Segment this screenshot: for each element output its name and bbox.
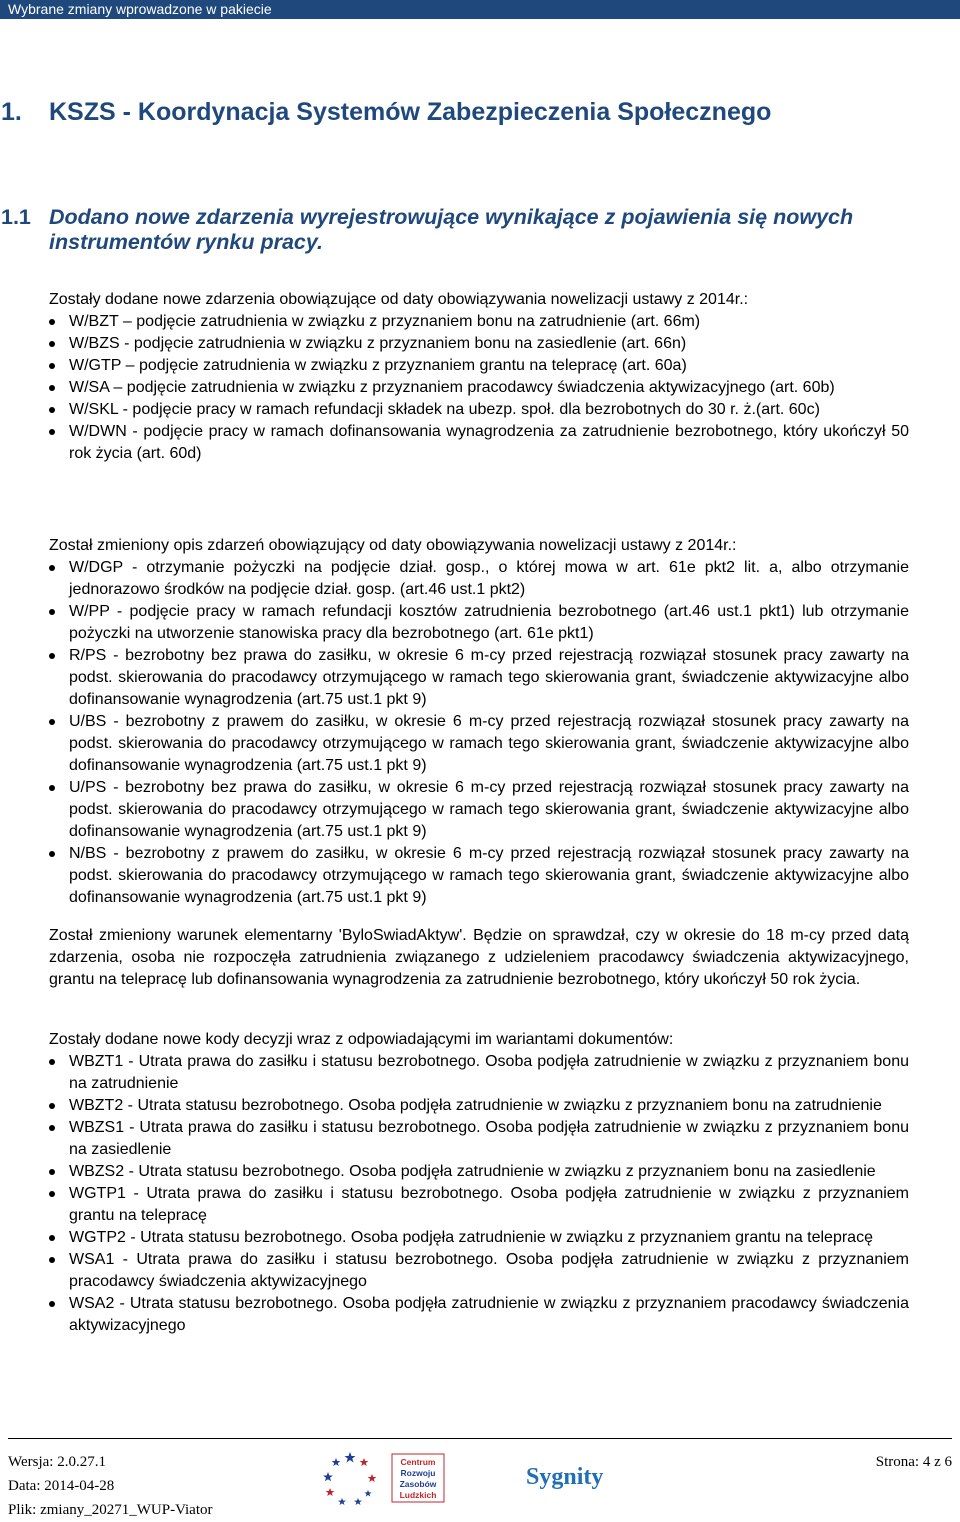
heading-2-text: Dodano nowe zdarzenia wyrejestrowujące wynikające z pojawienia się nowych instrumentów rynku pracy.	[49, 205, 854, 254]
section-condition-change	[49, 925, 909, 991]
list-item: WSA1 - Utrata prawa do zasiłku i statusu bezrobotnego. Osoba podjęła zatrudnienie w związku z przyznaniem pracodawcy świadczenia aktywizacyjnego	[49, 1249, 909, 1293]
logo-text-block	[392, 1454, 444, 1502]
section-intro: Zostały dodane nowe zdarzenia obowiązujące od daty obowiązywania nowelizacji ustawy z 2014r.:	[49, 291, 749, 308]
star-circle-icon	[323, 1452, 376, 1505]
list-item: W/DGP - otrzymanie pożyczki na podjęcie dział. gosp., o której mowa w art. 61e pkt2 lit. a, albo otrzymanie jednorazowo środków na podjęcie dział. gosp. (art.46 ust.1 pkt2)	[49, 557, 909, 601]
heading-1-number: 1.	[1, 98, 22, 126]
footer-version: Wersja: 2.0.27.1	[8, 1454, 106, 1470]
bullet-list	[49, 557, 909, 909]
list-item: W/BZS - podjęcie zatrudnienia w związku z przyznaniem bonu na zasiedlenie (art. 66n)	[49, 333, 909, 355]
list-item: U/BS - bezrobotny z prawem do zasiłku, w okresie 6 m-cy przed rejestracją rozwiązał stosunek pracy zawarty na podst. skierowania do pracodawcy otrzymującego w ramach tego skierowania grant, świadczenie aktywizacyjne albo dofinansowanie wynagrodzenia (art.75 ust.1 pkt 9)	[49, 711, 909, 777]
sygnity-wordmark: Sygnity	[526, 1464, 604, 1490]
list-item: W/BZT – podjęcie zatrudnienia w związku z przyznaniem bonu na zatrudnienie (art. 66m)	[49, 311, 909, 333]
list-item: WSA2 - Utrata statusu bezrobotnego. Osoba podjęła zatrudnienie w związku z przyznaniem pracodawcy świadczenia aktywizacyjnego	[49, 1293, 909, 1337]
list-item: U/PS - bezrobotny bez prawa do zasiłku, w okresie 6 m-cy przed rejestracją rozwiązał stosunek pracy zawarty na podst. skierowania do pracodawcy otrzymującego w ramach tego skierowania grant, świadczenie aktywizacyjne albo dofinansowanie wynagrodzenia (art.75 ust.1 pkt 9)	[49, 777, 909, 843]
list-item: N/BS - bezrobotny z prawem do zasiłku, w okresie 6 m-cy przed rejestracją rozwiązał stosunek pracy zawarty na podst. skierowania do pracodawcy otrzymującego w ramach tego skierowania grant, świadczenie aktywizacyjne albo dofinansowanie wynagrodzenia (art.75 ust.1 pkt 9)	[49, 843, 909, 909]
list-item: WGTP2 - Utrata statusu bezrobotnego. Osoba podjęła zatrudnienie w związku z przyznaniem grantu na telepracę	[49, 1227, 909, 1249]
list-item: WBZT2 - Utrata statusu bezrobotnego. Osoba podjęła zatrudnienie w związku z przyznaniem bonu na zatrudnienie	[49, 1095, 909, 1117]
section-new-events	[49, 289, 909, 465]
list-item: R/PS - bezrobotny bez prawa do zasiłku, w okresie 6 m-cy przed rejestracją rozwiązał stosunek pracy zawarty na podst. skierowania do pracodawcy otrzymującego w ramach tego skierowania grant, świadczenie aktywizacyjne albo dofinansowanie wynagrodzenia (art.75 ust.1 pkt 9)	[49, 645, 909, 711]
list-item: WBZS2 - Utrata statusu bezrobotnego. Osoba podjęła zatrudnienie w związku z przyznaniem bonu na zasiedlenie	[49, 1161, 909, 1183]
heading-2	[0, 205, 900, 255]
list-item: W/SKL - podjęcie pracy w ramach refundacji składek na ubezp. społ. dla bezrobotnych do 30 r. ż.(art. 60c)	[49, 399, 909, 421]
section-changed-descriptions	[49, 535, 909, 909]
list-item: WBZS1 - Utrata prawa do zasiłku i statusu bezrobotnego. Osoba podjęła zatrudnienie w związku z przyznaniem bonu na zasiedlenie	[49, 1117, 909, 1161]
footer-meta	[8, 1450, 213, 1522]
bullet-list	[49, 311, 909, 465]
list-item: W/DWN - podjęcie pracy w ramach dofinansowania wynagrodzenia za zatrudnienie bezrobotnego, który ukończył 50 rok życia (art. 60d)	[49, 421, 909, 465]
section-intro: Został zmieniony opis zdarzeń obowiązujący od daty obowiązywania nowelizacji ustawy z 2014r.:	[49, 537, 737, 554]
running-header	[0, 0, 960, 19]
list-item: W/GTP – podjęcie zatrudnienia w związku z przyznaniem grantu na telepracę (art. 60a)	[49, 355, 909, 377]
heading-2-number: 1.1	[1, 205, 31, 229]
heading-1-text: KSZS - Koordynacja Systemów Zabezpieczenia Społecznego	[49, 98, 772, 126]
section-decision-codes	[49, 1029, 909, 1337]
section-paragraph: Został zmieniony warunek elementarny 'ByloSwiadAktyw'. Będzie on sprawdzał, czy w okresie do 18 m-cy przed datą zdarzenia, osoba nie rozpoczęła zatrudnienia związanego z udzieleniem pracodawcy świadczenia aktywizacyjnego, grantu na telepracę lub dofinansowania wynagrodzenia za zatrudnienie bezrobotnego, który ukończył 50 rok życia.	[49, 927, 909, 988]
list-item: WBZT1 - Utrata prawa do zasiłku i statusu bezrobotnego. Osoba podjęła zatrudnienie w związku z przyznaniem bonu na zatrudnienie	[49, 1051, 909, 1095]
bullet-list	[49, 1051, 909, 1337]
logo-line: Rozwoju	[400, 1468, 436, 1478]
list-item: W/SA – podjęcie zatrudnienia w związku z przyznaniem pracodawcy świadczenia aktywizacyjnego (art. 60b)	[49, 377, 909, 399]
logo-line: Centrum	[400, 1457, 436, 1467]
running-header-title: Wybrane zmiany wprowadzone w pakiecie	[8, 1, 272, 17]
heading-1	[0, 96, 920, 128]
sygnity-logo	[520, 1462, 610, 1496]
logo-line: Zasobów	[399, 1479, 437, 1489]
logo-line: Ludzkich	[399, 1490, 437, 1500]
list-item: WGTP1 - Utrata prawa do zasiłku i statusu bezrobotnego. Osoba podjęła zatrudnienie w związku z przyznaniem grantu na telepracę	[49, 1183, 909, 1227]
footer-file: Plik: zmiany_20271_WUP-Viator	[8, 1502, 213, 1518]
footer-page-number: Strona: 4 z 6	[875, 1454, 952, 1470]
footer-divider	[8, 1438, 952, 1439]
list-item: W/PP - podjęcie pracy w ramach refundacji kosztów zatrudnienia bezrobotnego (art.46 ust.1 pkt1) lub otrzymanie pożyczki na utworzenie stanowiska pracy dla bezrobotnego (art. 61e pkt1)	[49, 601, 909, 645]
footer-date: Data: 2014-04-28	[8, 1478, 115, 1494]
crzl-logo	[320, 1450, 452, 1506]
section-intro: Zostały dodane nowe kody decyzji wraz z odpowiadającymi im wariantami dokumentów:	[49, 1031, 674, 1048]
